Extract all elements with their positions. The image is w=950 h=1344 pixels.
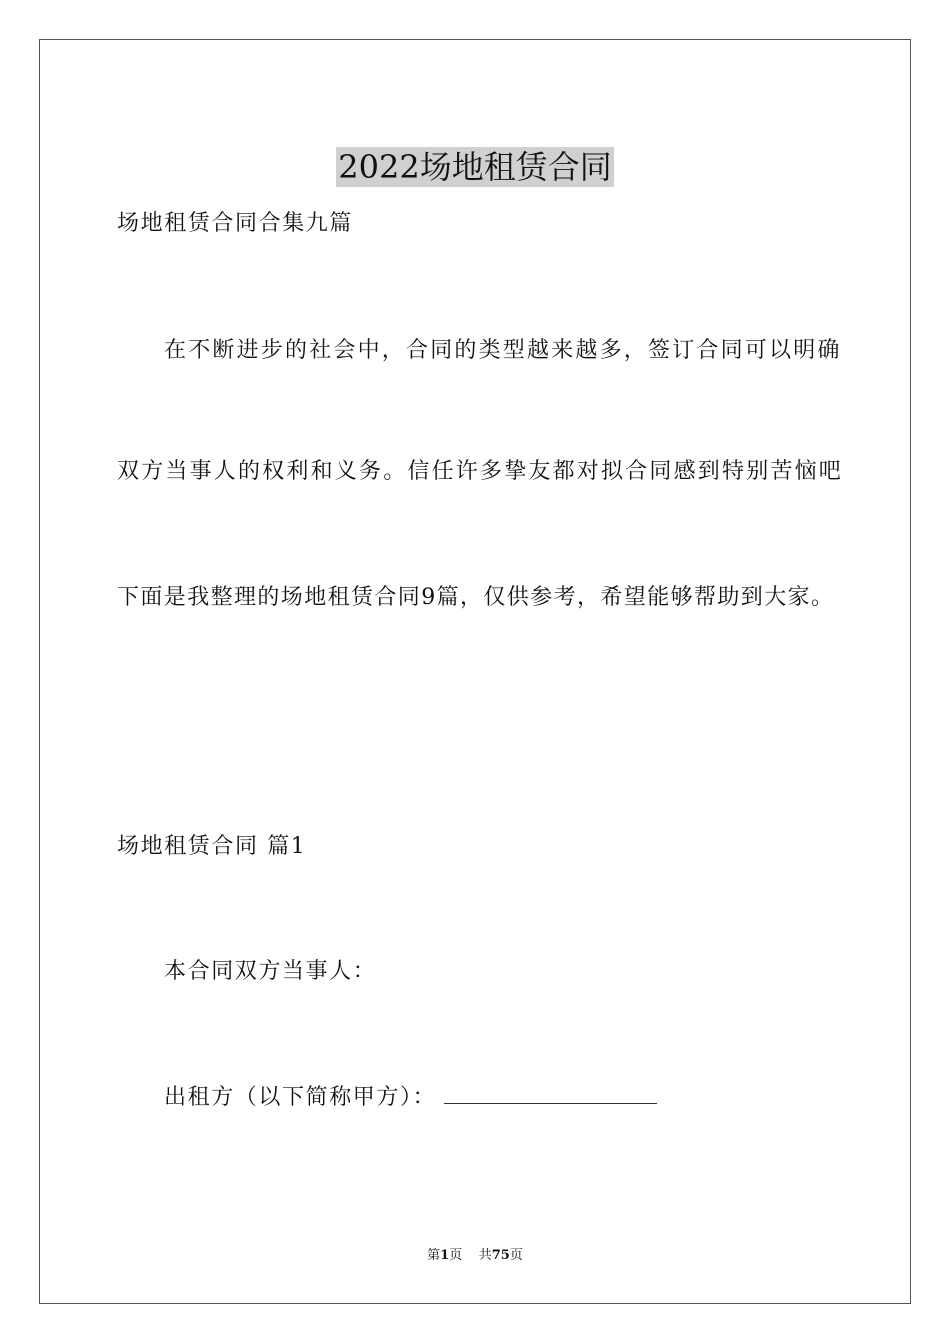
page-prefix: 第 [427, 1248, 441, 1263]
page-footer [0, 1247, 950, 1265]
total-suffix: 页 [509, 1248, 523, 1263]
total-prefix: 共 [478, 1248, 492, 1263]
document-subtitle: 场地租赁合同合集九篇 [117, 211, 354, 236]
intro-line-2: 双方当事人的权利和义务。信任许多挚友都对拟合同感到特别苦恼吧 [117, 459, 844, 484]
intro-line-1: 在不断进步的社会中，合同的类型越来越多，签订合同可以明确 [164, 338, 842, 363]
title-container [0, 126, 950, 209]
page-suffix: 页 [449, 1248, 463, 1263]
lessor-label: 出租方（以下简称甲方）： [164, 1085, 437, 1110]
parties-label: 本合同双方当事人： [164, 959, 377, 984]
intro-line-3: 下面是我整理的场地租赁合同9篇，仅供参考，希望能够帮助到大家。 [117, 585, 835, 610]
section-heading: 场地租赁合同 篇1 [117, 834, 307, 859]
lessor-blank-field[interactable] [444, 1081, 657, 1104]
lessor-row [164, 1081, 657, 1113]
document-title: 2022场地租赁合同 [338, 148, 612, 187]
total-pages: 75 [491, 1248, 510, 1263]
page-number: 1 [440, 1248, 450, 1263]
